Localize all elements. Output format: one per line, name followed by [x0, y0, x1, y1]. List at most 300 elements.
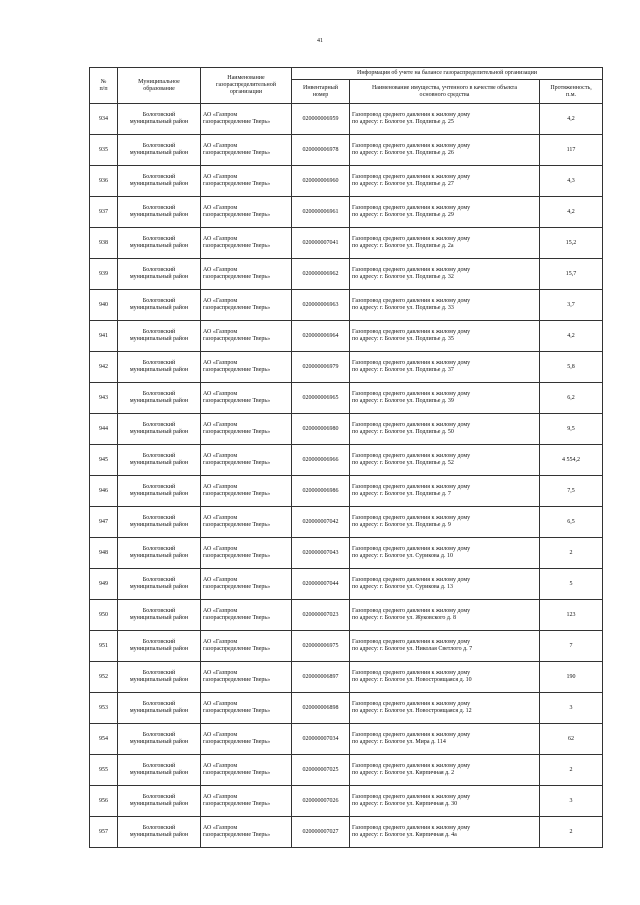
cell-length — [540, 693, 603, 724]
cell-asset-name — [350, 631, 540, 662]
cell-asset-name-text: Газопровод среднего давления к жилому дому по адресу: г. Бологое ул. Сурикова д. 13 — [352, 577, 471, 590]
cell-length-text: 4,3 — [567, 177, 575, 184]
cell-num — [90, 135, 118, 166]
cell-org — [201, 538, 292, 569]
cell-org — [201, 476, 292, 507]
cell-inventory-number-text: 020000006965 — [302, 394, 339, 401]
cell-municipality-text: Бологовский муниципальный район — [129, 298, 189, 311]
cell-municipality-text: Бологовский муниципальный район — [129, 825, 189, 838]
cell-asset-name — [350, 507, 540, 538]
cell-org — [201, 631, 292, 662]
cell-num — [90, 755, 118, 786]
cell-asset-name-text: Газопровод среднего давления к жилому дому по адресу: г. Бологое ул. Кирпичная д. 2 — [352, 763, 471, 776]
cell-num — [90, 228, 118, 259]
cell-asset-name-text: Газопровод среднего давления к жилому дому по адресу: г. Бологое ул. Подлипье д. 35 — [352, 329, 471, 342]
cell-inventory-number — [292, 569, 350, 600]
cell-municipality — [118, 259, 201, 290]
cell-org-text: АО «Газпром газораспределение Тверь» — [203, 794, 271, 807]
header-num: № п/п — [90, 68, 118, 104]
cell-inventory-number — [292, 662, 350, 693]
cell-num-text: 957 — [99, 828, 108, 835]
cell-inventory-number — [292, 538, 350, 569]
cell-length — [540, 104, 603, 135]
cell-inventory-number — [292, 135, 350, 166]
cell-org — [201, 755, 292, 786]
cell-num — [90, 538, 118, 569]
cell-asset-name-text: Газопровод среднего давления к жилому дому по адресу: г. Бологое ул. Кирпичная д. 4а — [352, 825, 471, 838]
cell-num-text: 937 — [99, 208, 108, 215]
cell-municipality — [118, 507, 201, 538]
cell-num-text: 951 — [99, 642, 108, 649]
cell-municipality-text: Бологовский муниципальный район — [129, 329, 189, 342]
cell-municipality — [118, 321, 201, 352]
cell-inventory-number-text: 020000006962 — [302, 270, 339, 277]
cell-municipality-text: Бологовский муниципальный район — [129, 143, 189, 156]
cell-inventory-number — [292, 445, 350, 476]
cell-org-text: АО «Газпром газораспределение Тверь» — [203, 298, 271, 311]
header-inventory: Инвентарный номер — [292, 80, 350, 104]
cell-num — [90, 414, 118, 445]
cell-num — [90, 352, 118, 383]
cell-num — [90, 476, 118, 507]
cell-asset-name — [350, 755, 540, 786]
table-row — [90, 290, 603, 321]
cell-num — [90, 600, 118, 631]
cell-org-text: АО «Газпром газораспределение Тверь» — [203, 701, 271, 714]
cell-length — [540, 600, 603, 631]
cell-asset-name — [350, 228, 540, 259]
cell-org — [201, 166, 292, 197]
cell-municipality — [118, 600, 201, 631]
cell-org-text: АО «Газпром газораспределение Тверь» — [203, 329, 271, 342]
cell-length — [540, 445, 603, 476]
cell-inventory-number — [292, 724, 350, 755]
cell-org-text: АО «Газпром газораспределение Тверь» — [203, 639, 271, 652]
cell-length — [540, 755, 603, 786]
cell-length — [540, 786, 603, 817]
cell-inventory-number-text: 020000007041 — [302, 239, 339, 246]
cell-num — [90, 507, 118, 538]
cell-asset-name-text: Газопровод среднего давления к жилому дому по адресу: г. Бологое ул. Подлипье д. 2а — [352, 236, 471, 249]
cell-asset-name — [350, 724, 540, 755]
cell-org-text: АО «Газпром газораспределение Тверь» — [203, 577, 271, 590]
cell-asset-name-text: Газопровод среднего давления к жилому дому по адресу: г. Бологое ул. Подлипье д. 50 — [352, 422, 471, 435]
cell-num — [90, 290, 118, 321]
cell-asset-name — [350, 476, 540, 507]
cell-municipality-text: Бологовский муниципальный район — [129, 236, 189, 249]
table-row — [90, 724, 603, 755]
cell-asset-name — [350, 259, 540, 290]
cell-org — [201, 817, 292, 848]
table-row — [90, 817, 603, 848]
cell-asset-name — [350, 383, 540, 414]
cell-num-text: 952 — [99, 673, 108, 680]
cell-asset-name — [350, 352, 540, 383]
cell-length — [540, 259, 603, 290]
cell-municipality-text: Бологовский муниципальный район — [129, 670, 189, 683]
cell-num-text: 935 — [99, 146, 108, 153]
cell-asset-name-text: Газопровод среднего давления к жилому дому по адресу: г. Бологое ул. Подлипье д. 7 — [352, 484, 471, 497]
cell-num-text: 954 — [99, 735, 108, 742]
cell-municipality — [118, 445, 201, 476]
cell-asset-name-text: Газопровод среднего давления к жилому дому по адресу: г. Бологое ул. Новостроящаяся д. 10 — [352, 670, 472, 683]
cell-num — [90, 321, 118, 352]
cell-inventory-number-text: 020000006897 — [302, 673, 339, 680]
cell-length-text: 3 — [569, 704, 573, 711]
cell-inventory-number-text: 020000006980 — [302, 425, 339, 432]
cell-org-text: АО «Газпром газораспределение Тверь» — [203, 453, 271, 466]
table-row — [90, 476, 603, 507]
cell-num-text: 940 — [99, 301, 108, 308]
table-body — [90, 104, 603, 848]
cell-municipality-text: Бологовский муниципальный район — [129, 360, 189, 373]
cell-num-text: 936 — [99, 177, 108, 184]
cell-length-text: 2 — [569, 549, 573, 556]
table-row — [90, 352, 603, 383]
cell-municipality — [118, 414, 201, 445]
cell-municipality-text: Бологовский муниципальный район — [129, 546, 189, 559]
cell-inventory-number-text: 020000007034 — [302, 735, 339, 742]
cell-inventory-number-text: 020000006961 — [302, 208, 339, 215]
cell-inventory-number — [292, 786, 350, 817]
cell-municipality-text: Бологовский муниципальный район — [129, 515, 189, 528]
cell-num-text: 938 — [99, 239, 108, 246]
cell-length-text: 190 — [566, 673, 576, 680]
cell-municipality-text: Бологовский муниципальный район — [129, 763, 189, 776]
cell-municipality-text: Бологовский муниципальный район — [129, 453, 189, 466]
cell-length-text: 117 — [566, 146, 576, 153]
cell-inventory-number — [292, 414, 350, 445]
cell-num-text: 944 — [99, 425, 108, 432]
cell-length-text: 4,2 — [567, 208, 575, 215]
cell-inventory-number — [292, 259, 350, 290]
cell-asset-name — [350, 166, 540, 197]
cell-asset-name-text: Газопровод среднего давления к жилому дому по адресу: г. Бологое ул. Мира д. 114 — [352, 732, 471, 745]
cell-org-text: АО «Газпром газораспределение Тверь» — [203, 608, 271, 621]
cell-length — [540, 507, 603, 538]
cell-num-text: 949 — [99, 580, 108, 587]
cell-inventory-number — [292, 507, 350, 538]
table-row — [90, 538, 603, 569]
cell-inventory-number-text: 020000007023 — [302, 611, 339, 618]
table-row — [90, 135, 603, 166]
cell-num — [90, 104, 118, 135]
cell-num — [90, 786, 118, 817]
cell-length — [540, 135, 603, 166]
table-row — [90, 786, 603, 817]
cell-org-text: АО «Газпром газораспределение Тверь» — [203, 391, 271, 404]
cell-inventory-number — [292, 476, 350, 507]
cell-length — [540, 569, 603, 600]
cell-inventory-number-text: 020000006964 — [302, 332, 339, 339]
cell-org-text: АО «Газпром газораспределение Тверь» — [203, 205, 271, 218]
cell-asset-name — [350, 662, 540, 693]
cell-org — [201, 507, 292, 538]
cell-org-text: АО «Газпром газораспределение Тверь» — [203, 546, 271, 559]
cell-org-text: АО «Газпром газораспределение Тверь» — [203, 267, 271, 280]
cell-org — [201, 321, 292, 352]
cell-num — [90, 662, 118, 693]
cell-num — [90, 724, 118, 755]
table-row — [90, 693, 603, 724]
gas-pipeline-registry-table — [89, 67, 603, 848]
cell-municipality — [118, 786, 201, 817]
cell-municipality — [118, 290, 201, 321]
cell-length-text: 4 554,2 — [562, 456, 580, 463]
table-row — [90, 445, 603, 476]
cell-inventory-number — [292, 197, 350, 228]
cell-asset-name-text: Газопровод среднего давления к жилому дому по адресу: г. Бологое ул. Подлипье д. 33 — [352, 298, 471, 311]
cell-length — [540, 166, 603, 197]
cell-asset-name — [350, 817, 540, 848]
cell-length-text: 6,2 — [567, 394, 575, 401]
cell-org — [201, 352, 292, 383]
cell-inventory-number-text: 020000007027 — [302, 828, 339, 835]
table-row — [90, 104, 603, 135]
cell-asset-name — [350, 445, 540, 476]
cell-municipality — [118, 476, 201, 507]
cell-org — [201, 600, 292, 631]
cell-num-text: 943 — [99, 394, 108, 401]
cell-length-text: 4,2 — [567, 332, 575, 339]
cell-num — [90, 693, 118, 724]
cell-org — [201, 414, 292, 445]
table-row — [90, 507, 603, 538]
cell-asset-name-text: Газопровод среднего давления к жилому дому по адресу: г. Бологое ул. Подлипье д. 32 — [352, 267, 471, 280]
cell-num-text: 947 — [99, 518, 108, 525]
cell-asset-name — [350, 290, 540, 321]
cell-asset-name-text: Газопровод среднего давления к жилому дому по адресу: г. Бологое ул. Сурикова д. 10 — [352, 546, 471, 559]
cell-org-text: АО «Газпром газораспределение Тверь» — [203, 422, 271, 435]
cell-asset-name-text: Газопровод среднего давления к жилому дому по адресу: г. Бологое ул. Жуковского д. 8 — [352, 608, 471, 621]
cell-org-text: АО «Газпром газораспределение Тверь» — [203, 763, 271, 776]
cell-municipality — [118, 538, 201, 569]
cell-num — [90, 817, 118, 848]
cell-asset-name — [350, 321, 540, 352]
cell-municipality — [118, 135, 201, 166]
cell-asset-name — [350, 104, 540, 135]
cell-org — [201, 135, 292, 166]
cell-municipality-text: Бологовский муниципальный район — [129, 732, 189, 745]
cell-municipality — [118, 631, 201, 662]
cell-length-text: 15,7 — [565, 270, 577, 277]
cell-length — [540, 476, 603, 507]
page-number: 41 — [317, 38, 323, 44]
cell-org — [201, 228, 292, 259]
table-row — [90, 569, 603, 600]
cell-inventory-number — [292, 383, 350, 414]
cell-length — [540, 662, 603, 693]
cell-asset-name — [350, 538, 540, 569]
cell-length-text: 5 — [569, 580, 573, 587]
cell-length — [540, 290, 603, 321]
cell-org-text: АО «Газпром газораспределение Тверь» — [203, 825, 271, 838]
cell-length — [540, 197, 603, 228]
cell-municipality — [118, 755, 201, 786]
cell-asset-name — [350, 414, 540, 445]
cell-num — [90, 383, 118, 414]
cell-org — [201, 786, 292, 817]
cell-length — [540, 538, 603, 569]
cell-org-text: АО «Газпром газораспределение Тверь» — [203, 732, 271, 745]
header-org: Наименование газораспределительной организации — [201, 68, 292, 104]
table-row — [90, 755, 603, 786]
cell-length-text: 5,8 — [567, 363, 575, 370]
table-row — [90, 662, 603, 693]
cell-inventory-number — [292, 290, 350, 321]
cell-length-text: 4,2 — [567, 115, 575, 122]
cell-inventory-number-text: 020000006978 — [302, 146, 339, 153]
cell-municipality-text: Бологовский муниципальный район — [129, 484, 189, 497]
cell-municipality — [118, 569, 201, 600]
cell-org-text: АО «Газпром газораспределение Тверь» — [203, 484, 271, 497]
cell-org — [201, 693, 292, 724]
cell-asset-name-text: Газопровод среднего давления к жилому дому по адресу: г. Бологое ул. Подлипье д. 27 — [352, 174, 471, 187]
cell-asset-name — [350, 569, 540, 600]
cell-org-text: АО «Газпром газораспределение Тверь» — [203, 174, 271, 187]
cell-length-text: 15,2 — [565, 239, 577, 246]
cell-org-text: АО «Газпром газораспределение Тверь» — [203, 236, 271, 249]
cell-inventory-number-text: 020000007043 — [302, 549, 339, 556]
cell-asset-name — [350, 600, 540, 631]
cell-municipality-text: Бологовский муниципальный район — [129, 205, 189, 218]
cell-municipality — [118, 817, 201, 848]
cell-org — [201, 383, 292, 414]
cell-inventory-number — [292, 228, 350, 259]
cell-asset-name — [350, 197, 540, 228]
cell-num — [90, 445, 118, 476]
cell-num — [90, 569, 118, 600]
cell-org — [201, 104, 292, 135]
cell-inventory-number-text: 020000007026 — [302, 797, 339, 804]
cell-municipality-text: Бологовский муниципальный район — [129, 267, 189, 280]
cell-num-text: 941 — [99, 332, 108, 339]
table-row — [90, 228, 603, 259]
cell-inventory-number-text: 020000007044 — [302, 580, 339, 587]
cell-inventory-number-text: 020000006966 — [302, 456, 339, 463]
cell-inventory-number-text: 020000006898 — [302, 704, 339, 711]
cell-length-text: 6,5 — [567, 518, 575, 525]
table-row — [90, 197, 603, 228]
cell-asset-name-text: Газопровод среднего давления к жилому дому по адресу: г. Бологое ул. Подлипье д. 9 — [352, 515, 471, 528]
cell-length-text: 7,5 — [567, 487, 575, 494]
table-row — [90, 321, 603, 352]
table-row — [90, 259, 603, 290]
table-row — [90, 383, 603, 414]
cell-num-text: 946 — [99, 487, 108, 494]
cell-asset-name-text: Газопровод среднего давления к жилому дому по адресу: г. Бологое ул. Подлипье д. 39 — [352, 391, 471, 404]
cell-municipality-text: Бологовский муниципальный район — [129, 794, 189, 807]
cell-length — [540, 724, 603, 755]
cell-asset-name-text: Газопровод среднего давления к жилому дому по адресу: г. Бологое ул. Подлипье д. 52 — [352, 453, 471, 466]
cell-org — [201, 445, 292, 476]
cell-municipality-text: Бологовский муниципальный район — [129, 112, 189, 125]
cell-length-text: 9,5 — [567, 425, 575, 432]
cell-inventory-number — [292, 321, 350, 352]
cell-org — [201, 259, 292, 290]
cell-length — [540, 228, 603, 259]
cell-inventory-number — [292, 631, 350, 662]
cell-municipality-text: Бологовский муниципальный район — [129, 422, 189, 435]
cell-length — [540, 383, 603, 414]
cell-inventory-number-text: 020000006959 — [302, 115, 339, 122]
cell-inventory-number — [292, 693, 350, 724]
cell-inventory-number-text: 020000006963 — [302, 301, 339, 308]
cell-inventory-number-text: 020000006986 — [302, 487, 339, 494]
cell-inventory-number-text: 020000006960 — [302, 177, 339, 184]
cell-inventory-number — [292, 600, 350, 631]
cell-municipality — [118, 228, 201, 259]
cell-inventory-number — [292, 104, 350, 135]
cell-length-text: 7 — [569, 642, 573, 649]
cell-num — [90, 166, 118, 197]
cell-length-text: 3,7 — [567, 301, 575, 308]
cell-org-text: АО «Газпром газораспределение Тверь» — [203, 143, 271, 156]
cell-org-text: АО «Газпром газораспределение Тверь» — [203, 360, 271, 373]
cell-num-text: 945 — [99, 456, 108, 463]
cell-asset-name — [350, 693, 540, 724]
cell-org-text: АО «Газпром газораспределение Тверь» — [203, 515, 271, 528]
cell-municipality — [118, 383, 201, 414]
cell-municipality-text: Бологовский муниципальный район — [129, 577, 189, 590]
cell-asset-name — [350, 786, 540, 817]
cell-length-text: 2 — [569, 766, 573, 773]
cell-num-text: 953 — [99, 704, 108, 711]
cell-inventory-number-text: 020000007025 — [302, 766, 339, 773]
cell-asset-name-text: Газопровод среднего давления к жилому дому по адресу: г. Бологое ул. Новостроящаяся д. 12 — [352, 701, 472, 714]
table-row — [90, 631, 603, 662]
cell-municipality-text: Бологовский муниципальный район — [129, 639, 189, 652]
cell-num-text: 934 — [99, 115, 108, 122]
table-row — [90, 166, 603, 197]
cell-inventory-number-text: 020000006979 — [302, 363, 339, 370]
cell-asset-name-text: Газопровод среднего давления к жилому дому по адресу: г. Бологое ул. Подлипье д. 29 — [352, 205, 471, 218]
cell-inventory-number — [292, 817, 350, 848]
cell-municipality — [118, 724, 201, 755]
cell-num — [90, 259, 118, 290]
table-header — [90, 68, 603, 104]
cell-org — [201, 662, 292, 693]
cell-length — [540, 414, 603, 445]
cell-municipality-text: Бологовский муниципальный район — [129, 391, 189, 404]
cell-inventory-number-text: 020000007042 — [302, 518, 339, 525]
cell-num — [90, 197, 118, 228]
cell-length — [540, 631, 603, 662]
cell-num-text: 939 — [99, 270, 108, 277]
cell-asset-name — [350, 135, 540, 166]
cell-org — [201, 569, 292, 600]
cell-municipality — [118, 104, 201, 135]
cell-municipality — [118, 662, 201, 693]
cell-inventory-number-text: 020000006975 — [302, 642, 339, 649]
cell-length — [540, 321, 603, 352]
cell-inventory-number — [292, 352, 350, 383]
header-length: Протяженность, п.м. — [540, 80, 603, 104]
cell-length-text: 62 — [568, 735, 574, 742]
cell-municipality — [118, 166, 201, 197]
cell-municipality-text: Бологовский муниципальный район — [129, 174, 189, 187]
cell-length-text: 2 — [569, 828, 573, 835]
cell-asset-name-text: Газопровод среднего давления к жилому дому по адресу: г. Бологое ул. Подлипье д. 25 — [352, 112, 471, 125]
header-asset-name: Наименование имущества, учтенного в качестве объекта основного средства — [350, 80, 540, 104]
cell-municipality — [118, 693, 201, 724]
cell-num — [90, 631, 118, 662]
cell-asset-name-text: Газопровод среднего давления к жилому дому по адресу: г. Бологое ул. Кирпичная д. 30 — [352, 794, 471, 807]
cell-length-text: 123 — [566, 611, 576, 618]
cell-asset-name-text: Газопровод среднего давления к жилому дому по адресу: г. Бологое ул. Николая Светлого д. 7 — [352, 639, 473, 652]
cell-num-text: 955 — [99, 766, 108, 773]
header-municipality: Муниципальное образование — [118, 68, 201, 104]
